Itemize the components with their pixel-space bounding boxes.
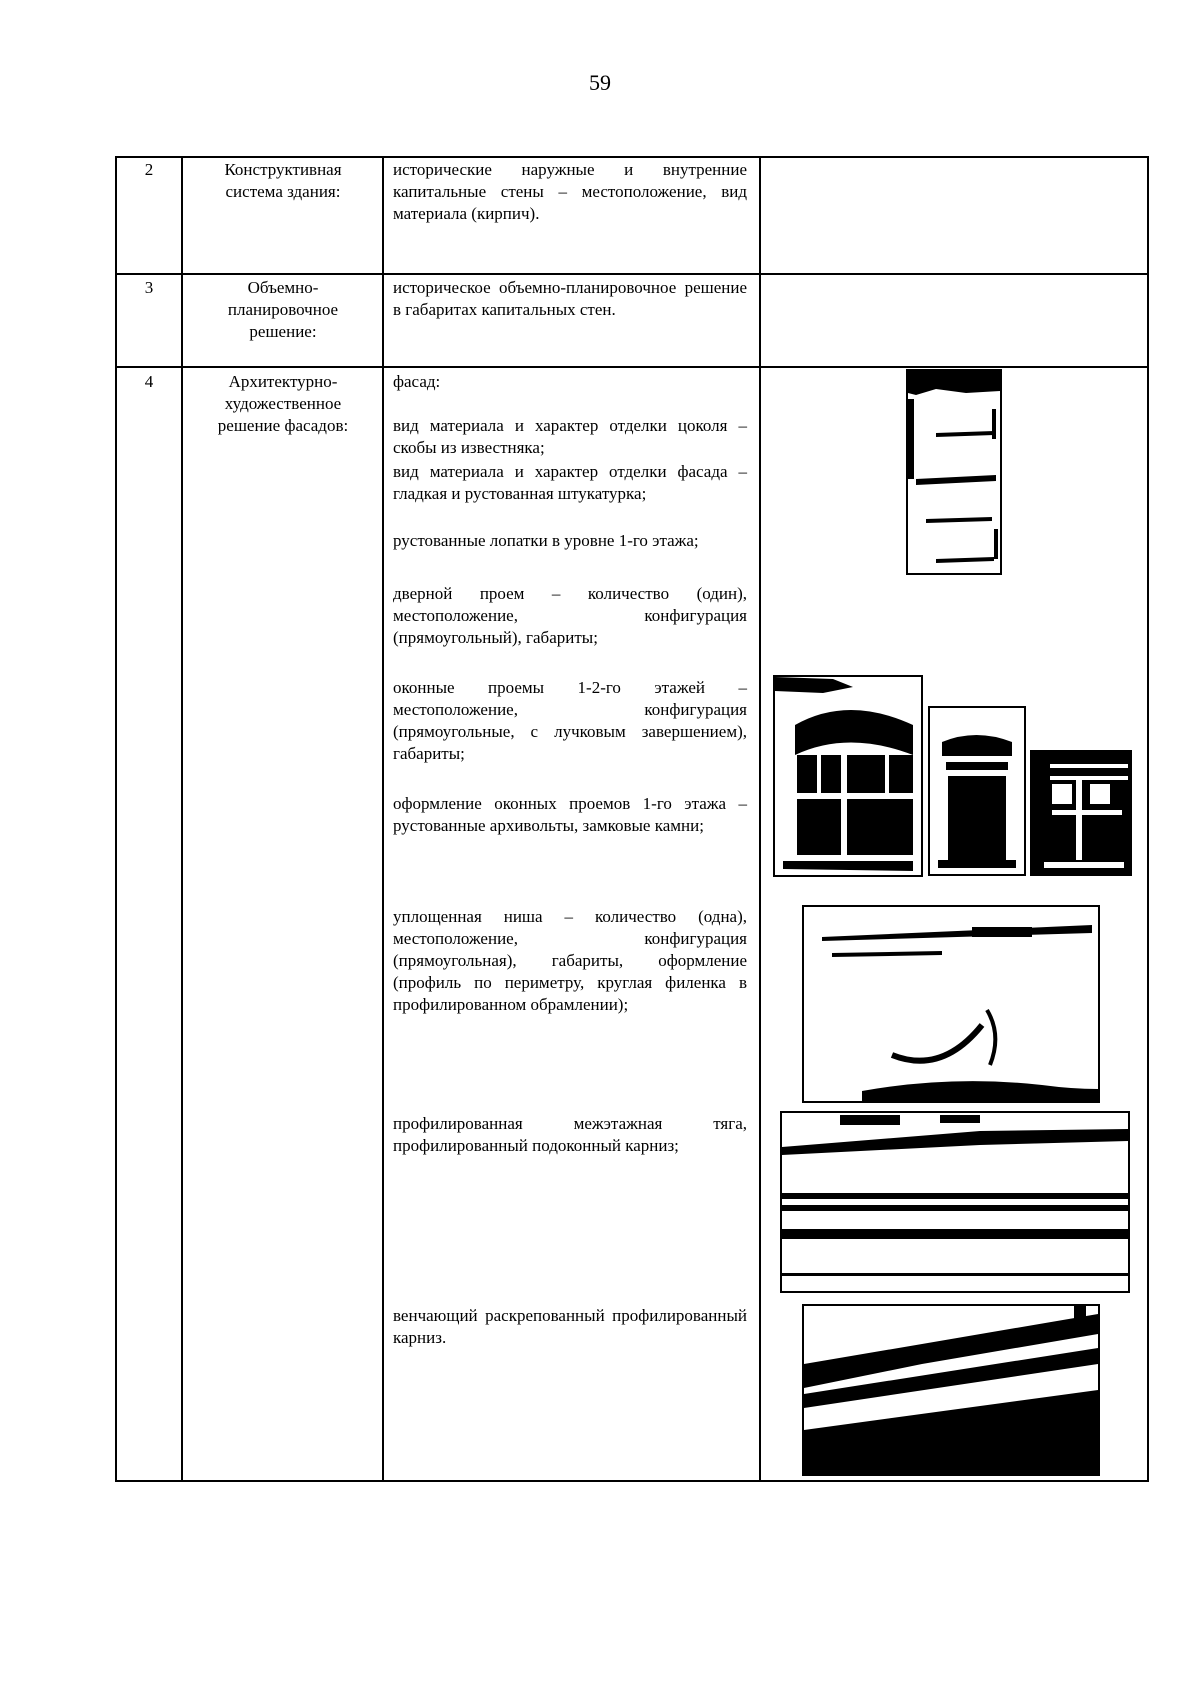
cornice-photo xyxy=(780,1111,1130,1293)
row-divider xyxy=(115,366,1149,368)
page-number: 59 xyxy=(589,70,611,95)
flat-niche: уплощенная ниша – количество (одна), местоположение, конфигурация (прямоугольная), габариты, оформление (профиль по периметру, круглая филенка в профилированном обрамлении); xyxy=(393,907,747,1014)
column-divider xyxy=(181,156,183,1482)
window-photo xyxy=(1030,750,1132,876)
row-description: исторические наружные и внутренние капитальные стены – местоположение, вид материала (кирпич). xyxy=(393,160,747,223)
facade-heading: фасад: xyxy=(393,372,441,391)
niche-photo xyxy=(802,905,1100,1103)
row-title: Конструктивная система здания: xyxy=(224,160,342,201)
pilaster-photo xyxy=(906,369,1002,575)
row-number: 3 xyxy=(144,278,154,297)
crowning-cornice-photo xyxy=(802,1304,1100,1476)
window-photo xyxy=(928,706,1026,876)
table-border-bottom xyxy=(115,1480,1149,1482)
table-border-right xyxy=(1147,156,1149,1482)
rusticated-pilasters: рустованные лопатки в уровне 1-го этажа; xyxy=(393,531,699,550)
arched-window-photo xyxy=(773,675,923,877)
table-border-top xyxy=(115,156,1149,158)
row-divider xyxy=(115,273,1149,275)
row-title: Архитектурно-художественное решение фасадов: xyxy=(217,372,349,435)
column-divider xyxy=(382,156,384,1482)
table-border-left xyxy=(115,156,117,1482)
facade-finish: вид материала и характер отделки фасада – гладкая и рустованная штукатурка; xyxy=(393,462,747,503)
crowning-cornice: венчающий раскрепованный профилированный карниз. xyxy=(393,1306,747,1347)
string-course: профилированная межэтажная тяга, профилированный подоконный карниз; xyxy=(393,1114,747,1155)
row-number: 2 xyxy=(144,160,154,179)
door-opening: дверной проем – количество (один), местоположение, конфигурация (прямоугольный), габариты; xyxy=(393,584,747,647)
window-decoration: оформление оконных проемов 1-го этажа – рустованные архивольты, замковые камни; xyxy=(393,794,747,835)
window-openings: оконные проемы 1-2-го этажей – местоположение, конфигурация (прямоугольные, с лучковым завершением), габариты; xyxy=(393,678,747,763)
row-title: Объемно-планировочное решение: xyxy=(227,278,339,341)
plinth-finish: вид материала и характер отделки цоколя – скобы из известняка; xyxy=(393,416,747,457)
column-divider xyxy=(759,156,761,1482)
row-number: 4 xyxy=(144,372,154,391)
row-description: историческое объемно-планировочное решение в габаритах капитальных стен. xyxy=(393,278,747,319)
